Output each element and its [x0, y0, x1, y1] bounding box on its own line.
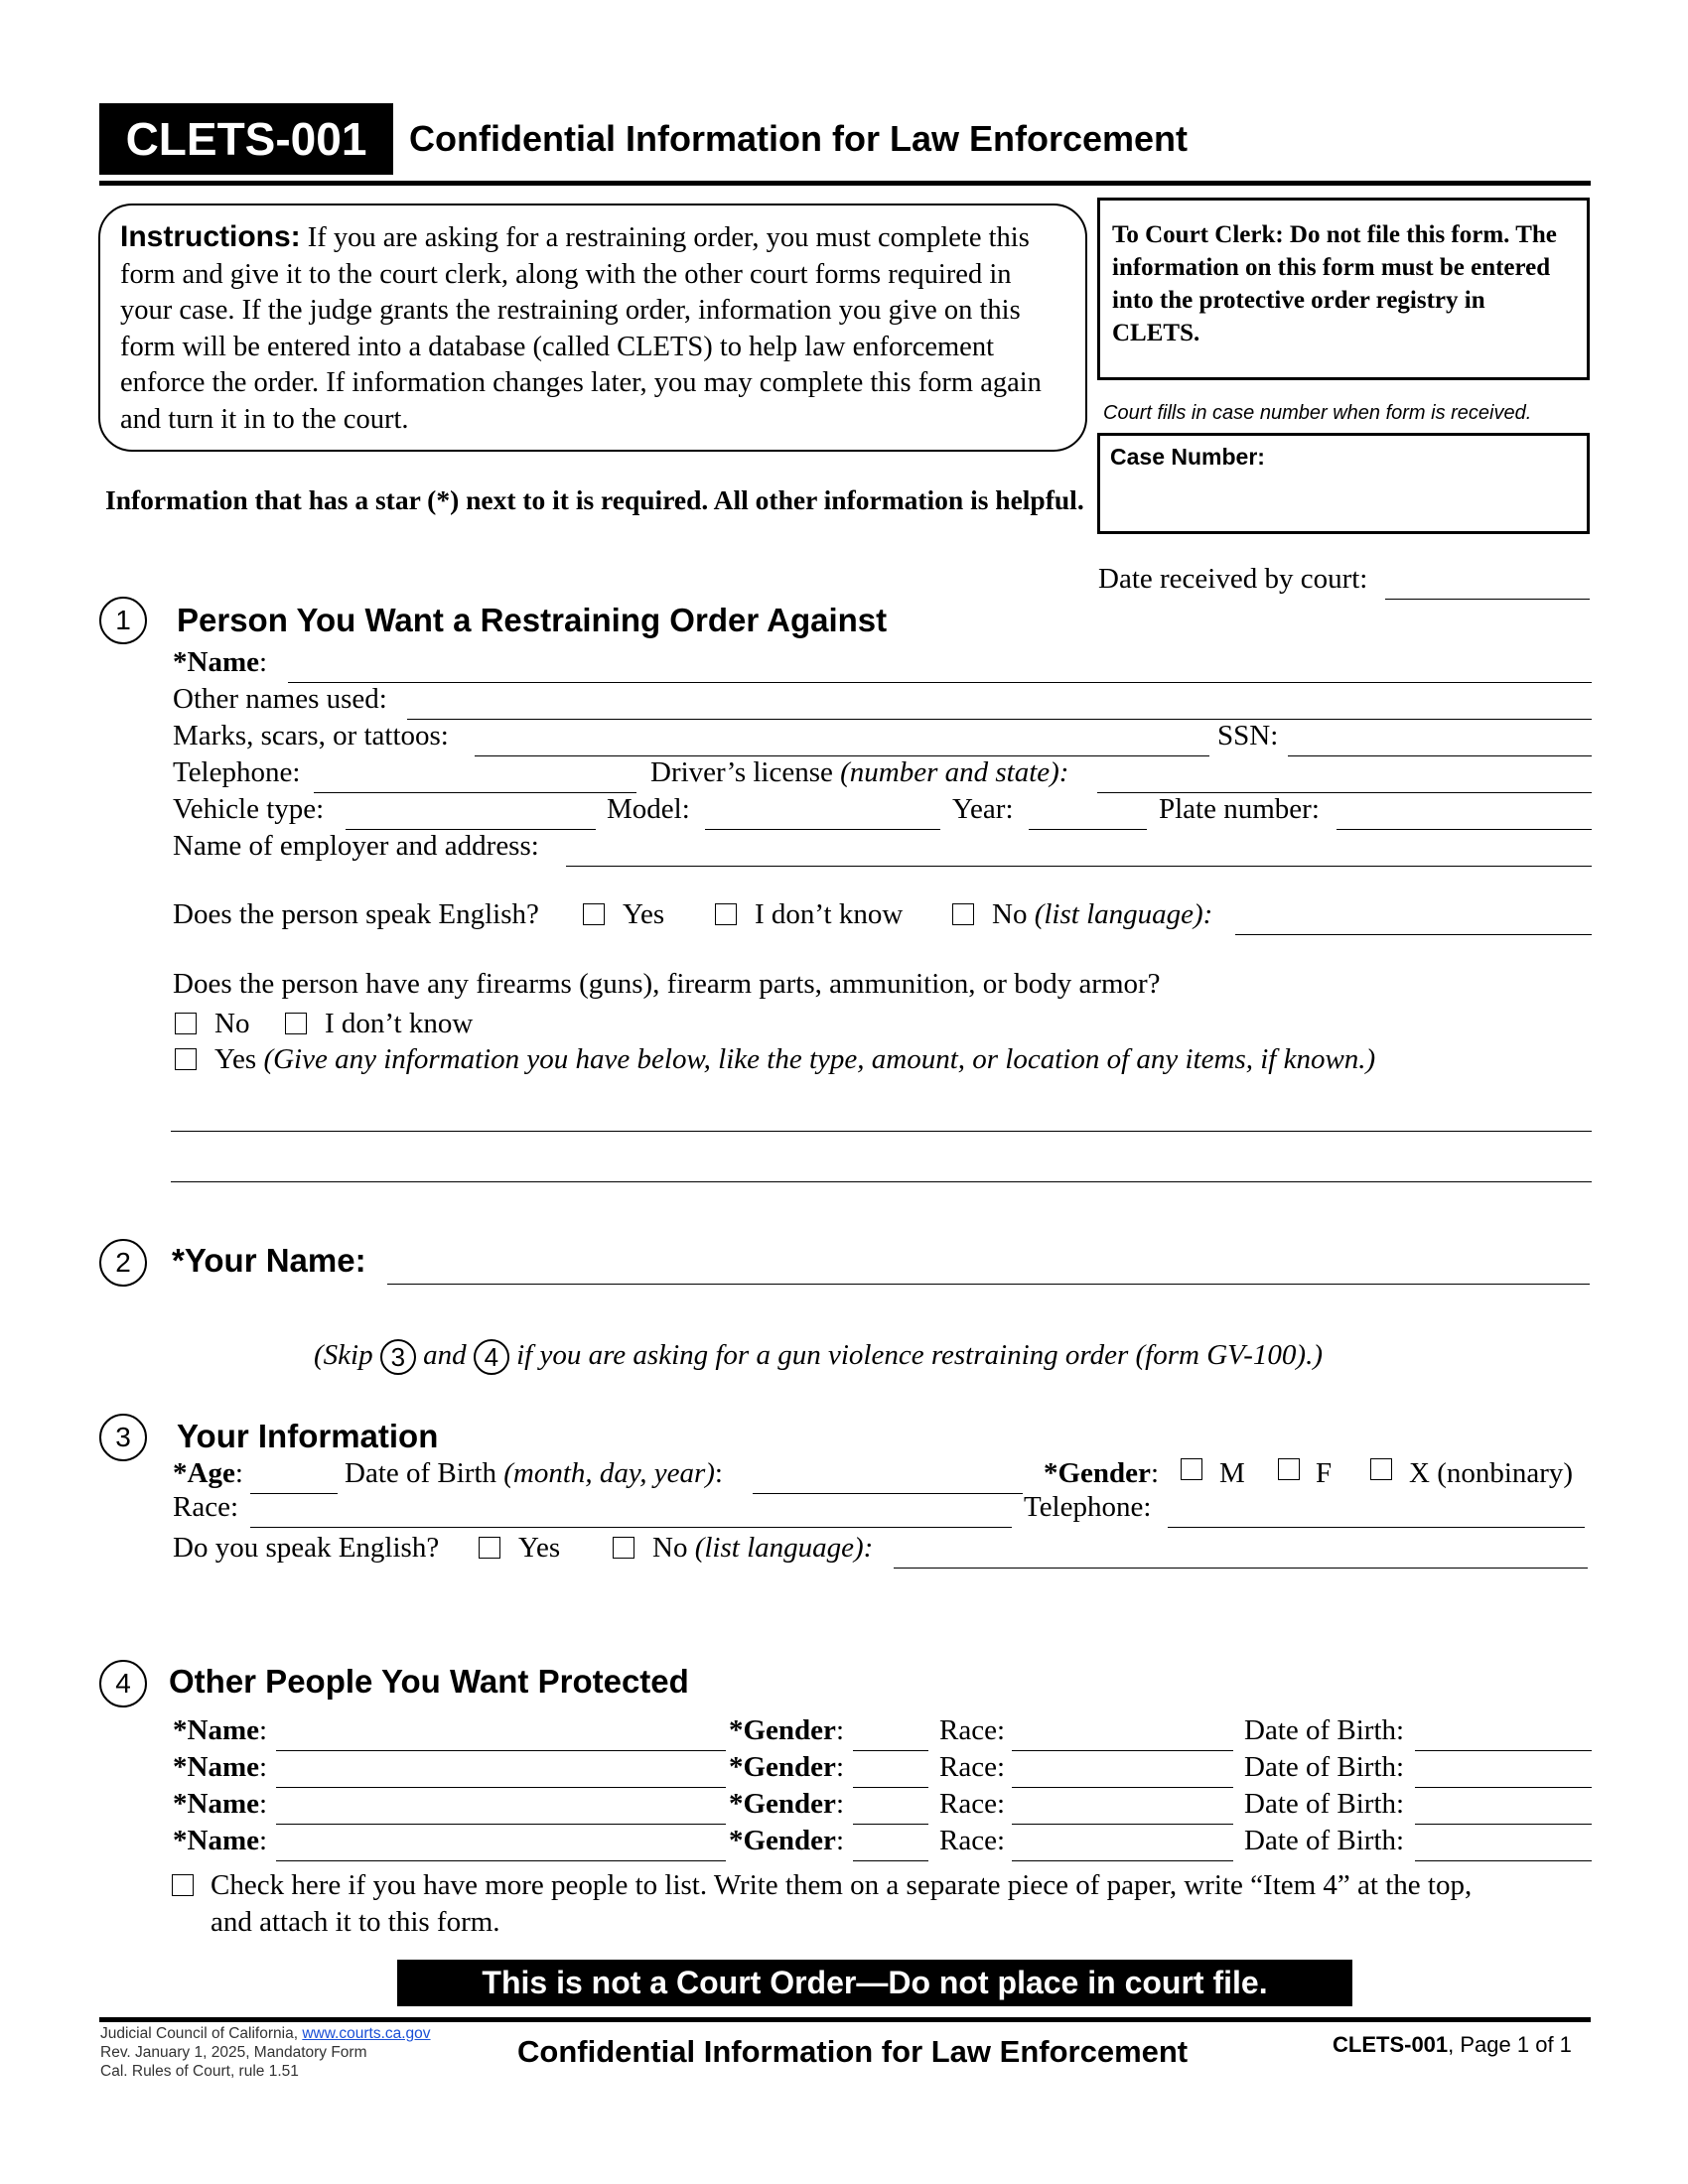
s2-your-name-field[interactable] — [387, 1284, 1590, 1285]
s4-race-field[interactable] — [1012, 1824, 1233, 1825]
s4-name-label: *Name: — [173, 1751, 268, 1783]
s4-gender-field[interactable] — [853, 1824, 928, 1825]
s4-gender-field[interactable] — [853, 1750, 928, 1751]
skip-note: (Skip 3 and 4 if you are asking for a gun violence restraining order (form GV-100).) — [314, 1337, 1323, 1375]
clerk-note-box — [1097, 198, 1590, 380]
s3-race-label: Race: — [173, 1491, 239, 1523]
s3-gender-x-label: X (nonbinary) — [1409, 1457, 1574, 1489]
footer-left: Judicial Council of California, www.courts.ca.gov Rev. January 1, 2025, Mandatory Form Cal. Rules of Court, rule 1.51 — [100, 2025, 431, 2080]
s4-dob-field[interactable] — [1415, 1787, 1592, 1788]
s3-gender-x-checkbox[interactable] — [1370, 1458, 1392, 1480]
footer-url-link[interactable]: www.courts.ca.gov — [302, 2025, 431, 2042]
s4-dob-field[interactable] — [1415, 1824, 1592, 1825]
date-received-label: Date received by court: — [1098, 563, 1368, 595]
s4-gender-field[interactable] — [853, 1787, 928, 1788]
s3-english-no-checkbox[interactable] — [613, 1537, 634, 1559]
s4-name-field[interactable] — [276, 1787, 726, 1788]
section-3-title: Your Information — [177, 1418, 439, 1454]
s4-name-field[interactable] — [276, 1860, 726, 1861]
section-4-title: Other People You Want Protected — [169, 1663, 689, 1700]
s1-english-no-label: No (list language): — [992, 898, 1213, 930]
s4-name-label: *Name: — [173, 1714, 268, 1746]
s1-telephone-field[interactable] — [314, 792, 636, 793]
s1-firearms-no-label: No — [214, 1008, 250, 1039]
s1-speak-english-question: Does the person speak English? — [173, 898, 539, 930]
s1-drivers-license-label: Driver’s license (number and state): — [650, 756, 1069, 788]
s3-gender-m-checkbox[interactable] — [1181, 1458, 1202, 1480]
skip-circle-3: 3 — [380, 1339, 416, 1375]
s1-firearms-yes-label: Yes (Give any information you have below, like the type, amount, or location of any items, if known.) — [214, 1043, 1376, 1075]
s4-race-label: Race: — [939, 1751, 1006, 1783]
s1-plate-field[interactable] — [1336, 829, 1592, 830]
footer-page: CLETS-001, Page 1 of 1 — [1333, 2032, 1572, 2057]
s4-dob-field[interactable] — [1415, 1860, 1592, 1861]
section-1-number: 1 — [99, 597, 147, 644]
s3-speak-english-question: Do you speak English? — [173, 1532, 440, 1564]
s4-dob-label: Date of Birth: — [1244, 1714, 1405, 1746]
s4-name-field[interactable] — [276, 1750, 726, 1751]
case-number-box[interactable] — [1097, 433, 1590, 534]
s3-language-field[interactable] — [894, 1568, 1588, 1569]
s4-gender-field[interactable] — [853, 1860, 928, 1861]
s4-dob-label: Date of Birth: — [1244, 1751, 1405, 1783]
s4-dob-field[interactable] — [1415, 1750, 1592, 1751]
s3-dob-label: Date of Birth (month, day, year): — [345, 1457, 723, 1489]
s1-firearms-dont-know-checkbox[interactable] — [285, 1013, 307, 1034]
s4-gender-label: *Gender: — [729, 1825, 844, 1856]
section-4-number: 4 — [99, 1660, 147, 1707]
not-court-order-banner — [397, 1960, 1352, 2006]
s1-model-label: Model: — [607, 793, 690, 825]
form-id-badge — [99, 103, 393, 175]
s1-plate-label: Plate number: — [1159, 793, 1320, 825]
s1-vehicle-type-label: Vehicle type: — [173, 793, 325, 825]
s4-gender-label: *Gender: — [729, 1714, 844, 1746]
s1-name-field[interactable] — [288, 682, 1592, 683]
s4-dob-label: Date of Birth: — [1244, 1825, 1405, 1856]
s4-race-field[interactable] — [1012, 1787, 1233, 1788]
s4-gender-label: *Gender: — [729, 1751, 844, 1783]
s4-race-label: Race: — [939, 1825, 1006, 1856]
header-rule — [99, 181, 1591, 186]
s1-english-dont-know-checkbox[interactable] — [715, 903, 737, 925]
s4-race-field[interactable] — [1012, 1750, 1233, 1751]
s4-name-label: *Name: — [173, 1788, 268, 1820]
s3-telephone-label: Telephone: — [1024, 1491, 1152, 1523]
s4-gender-label: *Gender: — [729, 1788, 844, 1820]
section-2-title: *Your Name: — [172, 1242, 366, 1279]
s1-ssn-field[interactable] — [1288, 755, 1592, 756]
banner-text: This is not a Court Order—Do not place in court file. — [482, 1965, 1268, 2000]
s3-race-field[interactable] — [250, 1527, 1012, 1528]
s1-english-dont-know-label: I don’t know — [755, 898, 904, 930]
s3-gender-f-checkbox[interactable] — [1278, 1458, 1300, 1480]
instructions-text: If you are asking for a restraining order, you must complete this form and give it to the court clerk, along with the other court forms required in your case. If the judge grants the restraining order, information you give on this form will be entered into a database (called CLETS) to help law enforcement enforce the order. If information changes later, you may complete this form again and turn it in to the court. — [120, 222, 1042, 435]
s3-gender-f-label: F — [1316, 1457, 1333, 1489]
page-title: Confidential Information for Law Enforcement — [409, 118, 1189, 159]
s1-firearms-dont-know-label: I don’t know — [325, 1008, 474, 1039]
date-received-field[interactable] — [1385, 599, 1590, 600]
s1-english-no-checkbox[interactable] — [952, 903, 974, 925]
s1-ssn-label: SSN: — [1217, 720, 1279, 751]
s3-english-no-label: No (list language): — [652, 1532, 874, 1564]
footer-title: Confidential Information for Law Enforcement — [517, 2034, 1189, 2069]
s1-firearms-detail-line-2[interactable] — [171, 1181, 1592, 1182]
s4-race-label: Race: — [939, 1788, 1006, 1820]
s1-firearms-no-checkbox[interactable] — [175, 1013, 197, 1034]
footer-rule — [99, 2017, 1591, 2022]
s3-age-label: *Age: — [173, 1457, 243, 1489]
s1-other-names-field[interactable] — [407, 719, 1592, 720]
s3-telephone-field[interactable] — [1168, 1527, 1585, 1528]
s3-gender-label: *Gender: — [1044, 1457, 1159, 1489]
s1-name-label: *Name: — [173, 646, 268, 678]
case-number-label: Case Number: — [1110, 444, 1265, 470]
instructions-box — [98, 204, 1087, 452]
s1-firearms-yes-checkbox[interactable] — [175, 1048, 197, 1070]
s1-year-field[interactable] — [1029, 829, 1147, 830]
s1-firearms-question: Does the person have any firearms (guns), firearm parts, ammunition, or body armor? — [173, 968, 1161, 1000]
section-1-title: Person You Want a Restraining Order Against — [177, 602, 888, 638]
s4-more-people-text-2: and attach it to this form. — [211, 1906, 500, 1938]
form-id: CLETS-001 — [125, 113, 367, 165]
section-3-number: 3 — [99, 1414, 147, 1461]
s3-gender-m-label: M — [1219, 1457, 1245, 1489]
s1-firearms-detail-line-1[interactable] — [171, 1131, 1592, 1132]
s1-telephone-label: Telephone: — [173, 756, 301, 788]
s4-name-field[interactable] — [276, 1824, 726, 1825]
s4-name-label: *Name: — [173, 1825, 268, 1856]
s4-dob-label: Date of Birth: — [1244, 1788, 1405, 1820]
instructions-heading: Instructions: — [120, 220, 301, 253]
s4-more-people-checkbox[interactable] — [172, 1874, 194, 1896]
s4-race-field[interactable] — [1012, 1860, 1233, 1861]
s1-language-field[interactable] — [1235, 934, 1592, 935]
s3-english-yes-checkbox[interactable] — [479, 1537, 500, 1559]
s1-model-field[interactable] — [705, 829, 940, 830]
s1-marks-label: Marks, scars, or tattoos: — [173, 720, 449, 751]
s1-employer-label: Name of employer and address: — [173, 830, 539, 862]
s1-year-label: Year: — [952, 793, 1014, 825]
s1-other-names-label: Other names used: — [173, 683, 387, 715]
s1-english-yes-label: Yes — [623, 898, 665, 930]
s1-employer-field[interactable] — [566, 866, 1592, 867]
s1-english-yes-checkbox[interactable] — [583, 903, 605, 925]
section-2-number: 2 — [99, 1239, 147, 1287]
clerk-note-text: To Court Clerk: Do not file this form. The information on this form must be entered into the protective order registry in CLETS. — [1112, 221, 1557, 346]
s3-age-field[interactable] — [250, 1493, 338, 1494]
s4-race-label: Race: — [939, 1714, 1006, 1746]
required-note: Information that has a star (*) next to it is required. All other information is helpful. — [105, 484, 1084, 515]
s3-english-yes-label: Yes — [518, 1532, 561, 1564]
skip-circle-4: 4 — [474, 1339, 509, 1375]
court-fills-note: Court fills in case number when form is received. — [1103, 402, 1532, 424]
s3-dob-field[interactable] — [753, 1493, 1023, 1494]
s4-more-people-text-1: Check here if you have more people to list. Write them on a separate piece of paper, write “Item 4” at the top, — [211, 1869, 1473, 1901]
